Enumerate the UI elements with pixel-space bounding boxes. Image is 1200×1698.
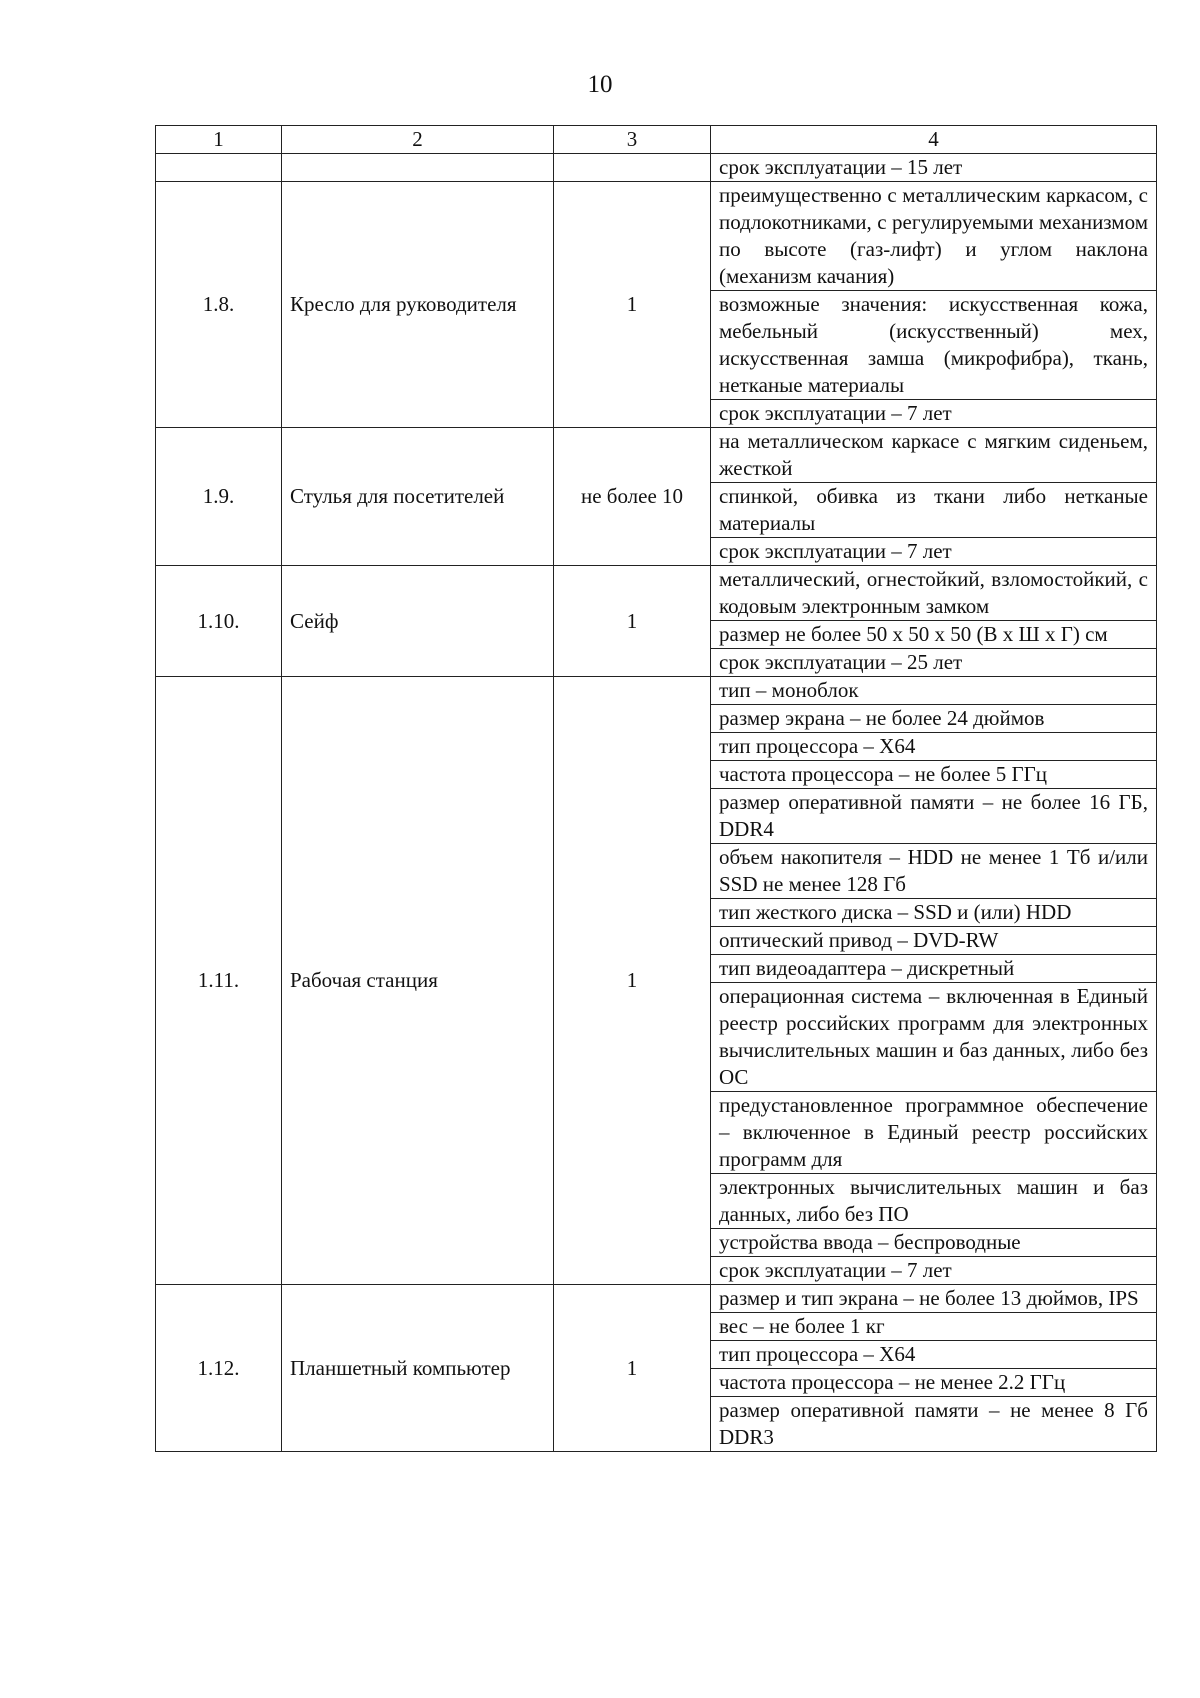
- spec-cell: спинкой, обивка из ткани либо нетканые материалы: [711, 483, 1157, 538]
- spec-cell: предустановленное программное обеспечение – включенное в Единый реестр российских программ для: [711, 1092, 1157, 1174]
- spec-cell: металлический, огнестойкий, взломостойкий, с кодовым электронным замком: [711, 566, 1157, 621]
- item-name: Рабочая станция: [282, 677, 554, 1285]
- item-quantity: 1: [554, 677, 711, 1285]
- item-number: 1.9.: [156, 428, 282, 566]
- spec-cell: устройства ввода – беспроводные: [711, 1229, 1157, 1257]
- spec-cell: тип процессора – X64: [711, 1341, 1157, 1369]
- spec-cell: объем накопителя – HDD не менее 1 Тб и/или SSD не менее 128 Гб: [711, 844, 1157, 899]
- spec-cell: размер оперативной памяти – не менее 8 Гб DDR3: [711, 1397, 1157, 1452]
- spec-cell: электронных вычислительных машин и баз данных, либо без ПО: [711, 1174, 1157, 1229]
- column-number-4: 4: [711, 126, 1157, 154]
- spec-cell: возможные значения: искусственная кожа, мебельный (искусственный) мех, искусственная замша (микрофибра), ткань, нетканые материалы: [711, 291, 1157, 400]
- spec-cell: размер оперативной памяти – не более 16 ГБ, DDR4: [711, 789, 1157, 844]
- continuation-row: [156, 154, 1157, 182]
- spec-cell: тип процессора – X64: [711, 733, 1157, 761]
- column-number-1: 1: [156, 126, 282, 154]
- spec-cell: преимущественно с металлическим каркасом, с подлокотниками, с регулируемыми механизмом по высоте (газ-лифт) и углом наклона (механизм качания): [711, 182, 1157, 291]
- item-number: 1.10.: [156, 566, 282, 677]
- spec-cell: тип видеоадаптера – дискретный: [711, 955, 1157, 983]
- spec-cell: тип – моноблок: [711, 677, 1157, 705]
- spec-cell: размер не более 50 х 50 х 50 (В х Ш х Г) см: [711, 621, 1157, 649]
- continuation-qty-cell: [554, 154, 711, 182]
- spec-cell: размер и тип экрана – не более 13 дюймов, IPS: [711, 1285, 1157, 1313]
- specification-table: [155, 125, 1157, 1452]
- page-number: 10: [587, 71, 613, 98]
- spec-cell: срок эксплуатации – 7 лет: [711, 1257, 1157, 1285]
- item-number: 1.8.: [156, 182, 282, 428]
- spec-cell: частота процессора – не менее 2.2 ГГц: [711, 1369, 1157, 1397]
- column-number-2: 2: [282, 126, 554, 154]
- item-number: 1.12.: [156, 1285, 282, 1452]
- spec-cell: оптический привод – DVD-RW: [711, 927, 1157, 955]
- item-name: Планшетный компьютер: [282, 1285, 554, 1452]
- column-number-3: 3: [554, 126, 711, 154]
- item-quantity: 1: [554, 182, 711, 428]
- item-quantity: 1: [554, 1285, 711, 1452]
- spec-cell: срок эксплуатации – 15 лет: [711, 154, 1157, 182]
- table-row: [156, 566, 1157, 621]
- table-row: [156, 1285, 1157, 1313]
- spec-cell: размер экрана – не более 24 дюймов: [711, 705, 1157, 733]
- item-name: Сейф: [282, 566, 554, 677]
- table-row: [156, 677, 1157, 705]
- spec-cell: срок эксплуатации – 7 лет: [711, 538, 1157, 566]
- item-number: 1.11.: [156, 677, 282, 1285]
- spec-cell: вес – не более 1 кг: [711, 1313, 1157, 1341]
- continuation-num-cell: [156, 154, 282, 182]
- spec-cell: частота процессора – не более 5 ГГц: [711, 761, 1157, 789]
- table-row: [156, 428, 1157, 483]
- spec-cell: операционная система – включенная в Единый реестр российских программ для электронных вычислительных машин и баз данных, либо без ОС: [711, 983, 1157, 1092]
- item-name: Стулья для посетителей: [282, 428, 554, 566]
- table-row: [156, 182, 1157, 291]
- item-quantity: 1: [554, 566, 711, 677]
- item-name: Кресло для руководителя: [282, 182, 554, 428]
- column-number-row: [156, 126, 1157, 154]
- spec-cell: тип жесткого диска – SSD и (или) HDD: [711, 899, 1157, 927]
- item-quantity: не более 10: [554, 428, 711, 566]
- continuation-name-cell: [282, 154, 554, 182]
- spec-cell: срок эксплуатации – 25 лет: [711, 649, 1157, 677]
- spec-cell: срок эксплуатации – 7 лет: [711, 400, 1157, 428]
- spec-cell: на металлическом каркасе с мягким сиденьем, жесткой: [711, 428, 1157, 483]
